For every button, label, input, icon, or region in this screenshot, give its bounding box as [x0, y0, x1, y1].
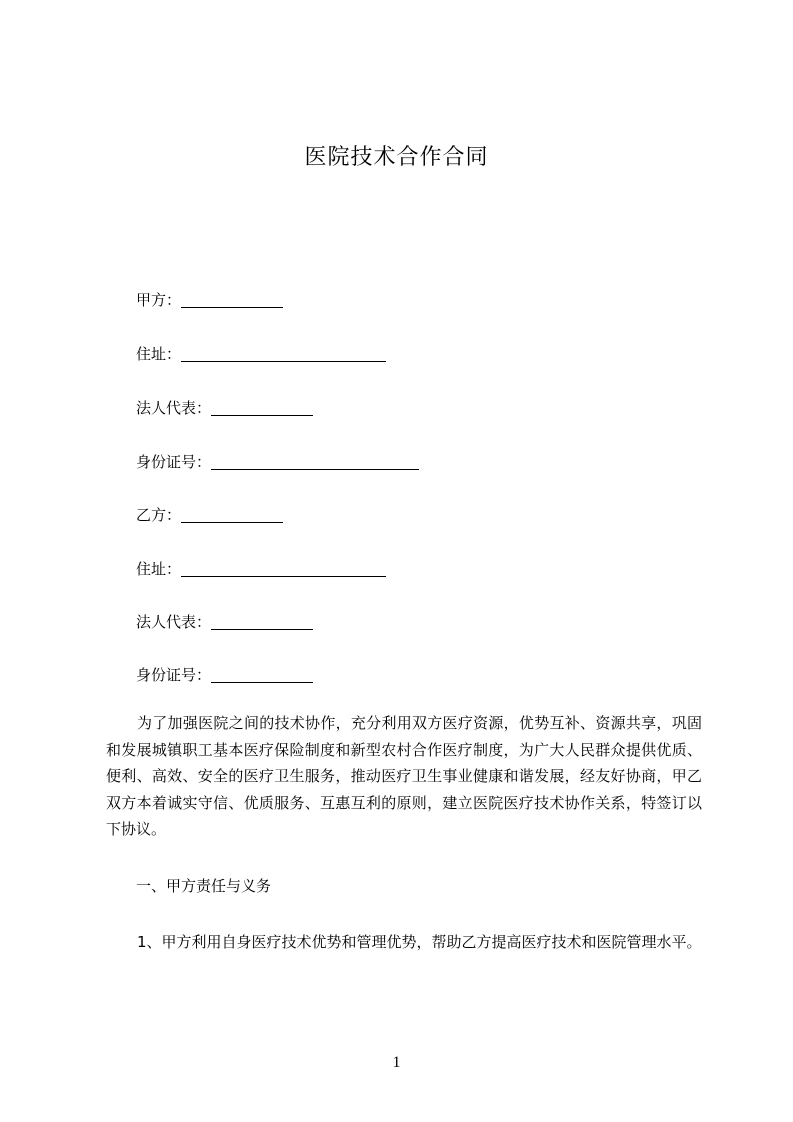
section-heading: 一、甲方责任与义务	[136, 877, 272, 895]
party-a-name-field	[136, 290, 283, 310]
party-a-name-blank	[181, 290, 283, 308]
party-a-legal-rep-field	[136, 398, 313, 418]
clause-paragraph: 1、甲方利用自身医疗技术优势和管理优势，帮助乙方提高医疗技术和医院管理水平。	[137, 933, 702, 951]
party-a-address-label: 住址：	[136, 345, 182, 363]
page-number: 1	[392, 1054, 401, 1071]
party-b-legal-rep-blank	[211, 612, 313, 630]
party-b-legal-rep-label: 法人代表：	[136, 613, 212, 631]
party-a-legal-rep-blank	[211, 398, 313, 416]
preamble-paragraph: 为了加强医院之间的技术协作，充分利用双方医疗资源，优势互补、资源共享，巩固和发展城镇职工基本医疗保险制度和新型农村合作医疗制度，为广大人民群众提供优质、便利、高效、安全的医疗卫生服务，推动医疗卫生事业健康和谐发展，经友好协商，甲乙双方本着诚实守信、优质服务、互惠互利的原则，建立医院医疗技术协作关系，特签订以下协议。	[106, 714, 702, 838]
party-b-id-label: 身份证号：	[136, 666, 212, 684]
party-b-id-field	[136, 665, 313, 685]
party-a-id-field	[136, 452, 419, 472]
party-a-id-label: 身份证号：	[136, 453, 212, 471]
party-b-address-field	[136, 559, 386, 579]
party-b-name-blank	[181, 505, 283, 523]
party-b-id-blank	[211, 665, 313, 683]
party-b-address-blank	[181, 559, 386, 577]
document-title: 医院技术合作合同	[304, 145, 489, 170]
party-a-address-field	[136, 344, 386, 364]
party-b-name-label: 乙方：	[136, 506, 182, 524]
party-a-id-blank	[211, 452, 419, 470]
party-a-address-blank	[181, 344, 386, 362]
party-b-name-field	[136, 505, 283, 525]
party-b-legal-rep-field	[136, 612, 313, 632]
party-a-legal-rep-label: 法人代表：	[136, 399, 212, 417]
party-a-name-label: 甲方：	[136, 291, 182, 309]
party-b-address-label: 住址：	[136, 560, 182, 578]
